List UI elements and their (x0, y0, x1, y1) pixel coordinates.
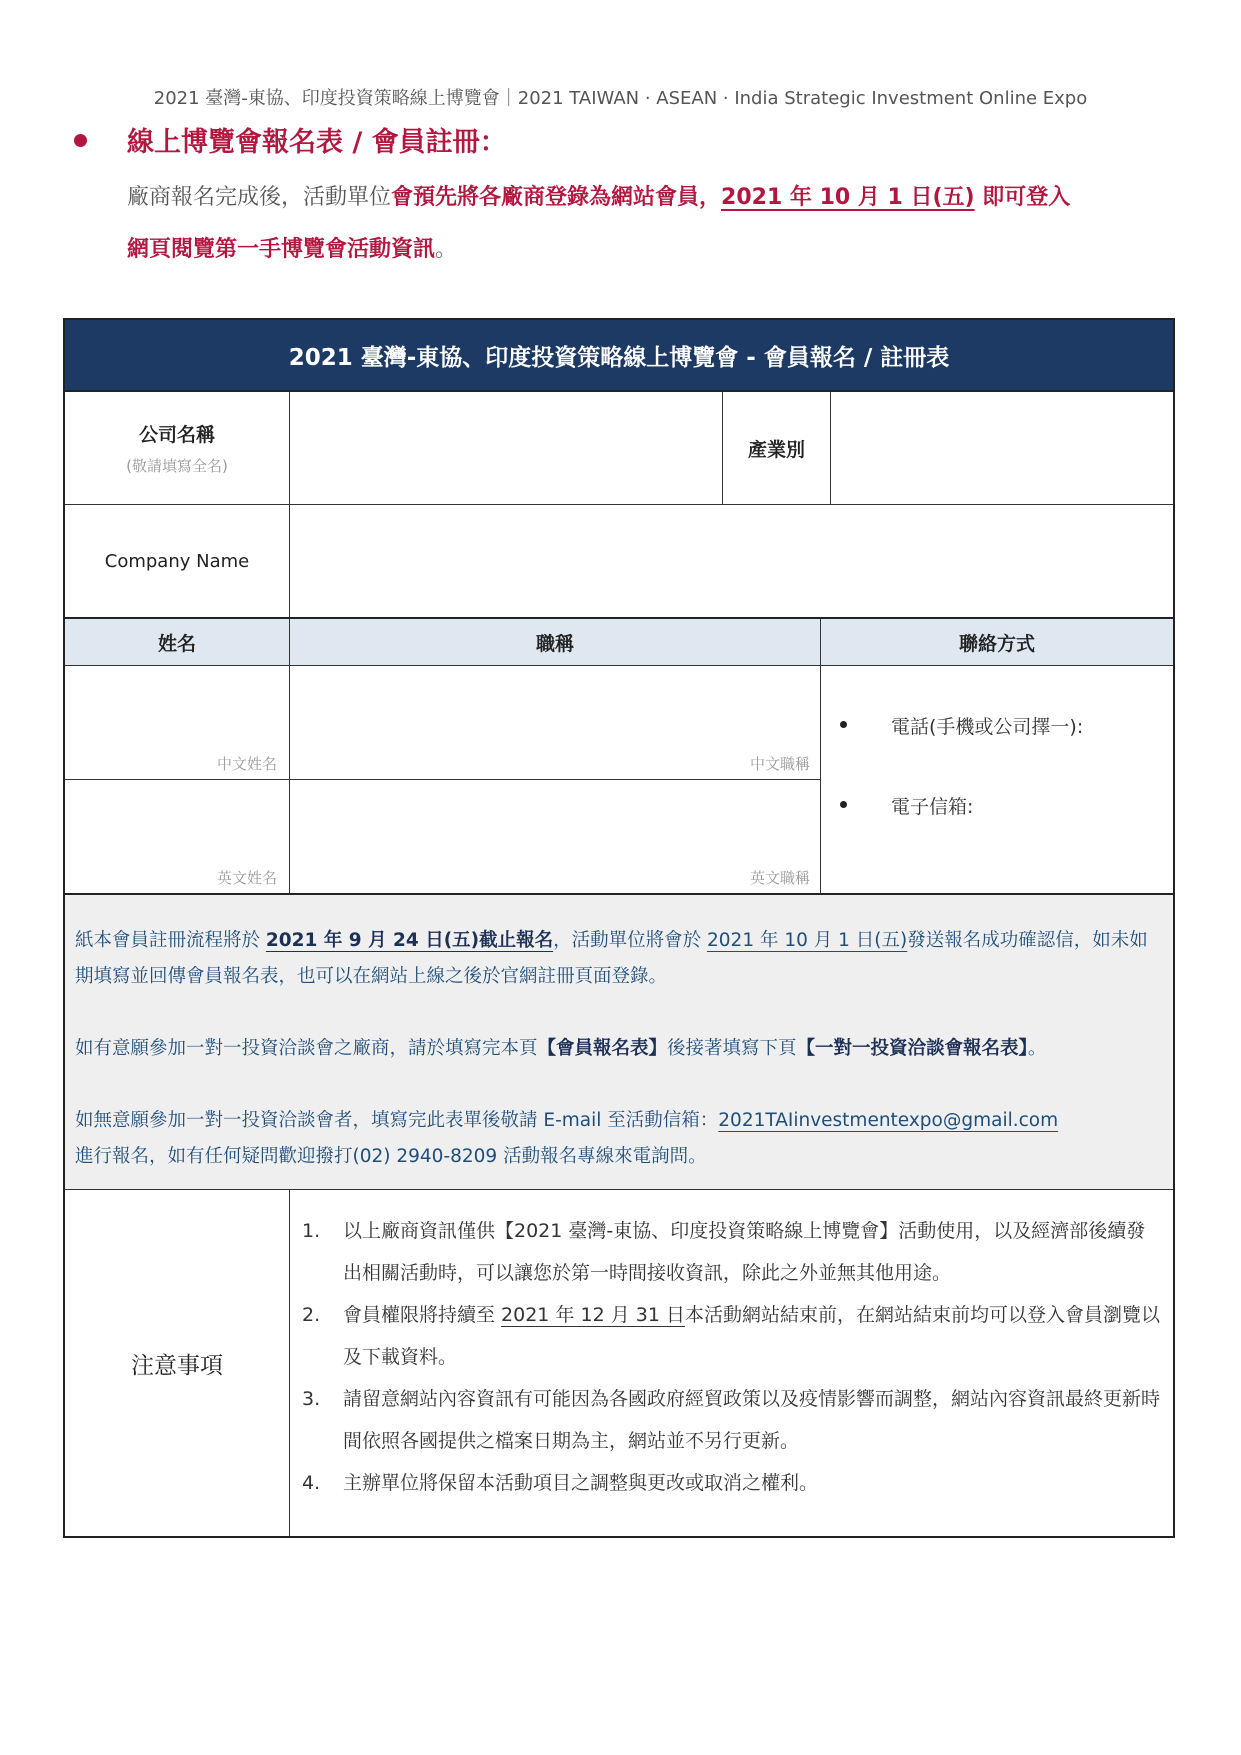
notice-paragraph: 紙本會員註冊流程將於 2021 年 9 月 24 日(五)截止報名，活動單位將會於 2021 年 10 月 1 日(五)發送報名成功確認信，如未如期填寫並回傳會員報名表，也可以在網站上線之後於官網註冊頁面登錄。 (75, 930, 1148, 987)
company-name-hint: (敬請填寫全名) (126, 457, 228, 475)
col-header-name: 姓名 (65, 619, 289, 665)
contact-input[interactable] (821, 666, 1173, 893)
list-item: 4. 主辦單位將保留本活動項目之調整與更改或取消之權利。 (302, 1472, 819, 1494)
notice-block (65, 895, 1173, 1189)
divider (830, 392, 831, 504)
form-title: 2021 臺灣-東協、印度投資策略線上博覽會 - 會員報名 / 註冊表 (65, 320, 1173, 392)
contact-phone: 電話(手機或公司擇一): (840, 712, 1083, 739)
divider (65, 779, 820, 780)
list-item: 3. 請留意網站內容資訊有可能因為各國政府經貿政策以及疫情影響而調整，網站內容資訊最終更新時間依照各國提供之檔案日期為主，網站並不另行更新。 (302, 1388, 1161, 1452)
divider (65, 617, 1173, 619)
divider (289, 1190, 290, 1536)
contact-email: 電子信箱: (840, 792, 973, 819)
notice-paragraph: 如有意願參加一對一投資洽談會之廠商，請於填寫完本頁【會員報名表】後接著填寫下頁【一對一投資洽談會報名表】。 (75, 1038, 1047, 1059)
notice-paragraph: 如無意願參加一對一投資洽談會者，填寫完此表單後敬請 E-mail 至活動信箱：2021TAIinvestmentexpo@gmail.com 進行報名，如有任何疑問歡迎撥打(02) 2940-8209 活動報名專線來電詢問。 (75, 1110, 1059, 1167)
col-header-title: 職稱 (290, 619, 820, 665)
notes-list (302, 1210, 1164, 1504)
contact-email-link[interactable]: 2021TAIinvestmentexpo@gmail.com (718, 1110, 1059, 1131)
notes-label: 注意事項 (131, 1353, 223, 1379)
hint-name-zh: 中文姓名 (216, 755, 277, 773)
company-name-label: 公司名稱 (敬請填寫全名) (126, 424, 228, 475)
bullet-icon (840, 721, 847, 728)
section-title: 線上博覽會報名表 / 會員註冊： (74, 120, 507, 159)
bullet-icon (840, 801, 847, 808)
hint-title-zh: 中文職稱 (749, 755, 810, 773)
hint-name-en: 英文姓名 (216, 869, 277, 887)
company-name-en-input[interactable] (290, 505, 1173, 617)
divider (820, 619, 821, 893)
col-header-contact: 聯絡方式 (821, 619, 1173, 665)
list-item: 1. 以上廠商資訊僅供【2021 臺灣-東協、印度投資策略線上博覽會】活動使用，以及經濟部後續發出相關活動時，可以讓您於第一時間接收資訊，除此之外並無其他用途。 (302, 1220, 1146, 1284)
industry-label: 產業別 (747, 438, 805, 461)
divider (65, 504, 1173, 505)
divider (722, 392, 723, 504)
list-item: 2. 會員權限將持續至 2021 年 12 月 31 日本活動網站結束前，在網站結束前均可以登入會員瀏覽以及下載資料。 (302, 1304, 1160, 1368)
divider (65, 665, 1173, 666)
hint-title-en: 英文職稱 (749, 869, 810, 887)
industry-input[interactable] (831, 392, 1173, 504)
company-name-input[interactable] (290, 392, 722, 504)
intro-paragraph: 廠商報名完成後，活動單位會預先將各廠商登錄為網站會員，2021 年 10 月 1 日(五) 即可登入 網頁閱覽第一手博覽會活動資訊。 (127, 185, 1071, 262)
title-zh-input[interactable] (290, 666, 820, 779)
company-name-en-label: Company Name (104, 550, 250, 572)
divider (289, 619, 290, 893)
bullet-icon (74, 134, 87, 147)
page-header: 2021 臺灣-東協、印度投資策略線上博覽會｜2021 TAIWAN · ASEAN · India Strategic Investment Online Expo (153, 88, 1088, 109)
intro-date: 2021 年 10 月 1 日(五) (721, 185, 975, 210)
divider (65, 1189, 1173, 1190)
title-en-input[interactable] (290, 780, 820, 893)
registration-form (63, 318, 1175, 1538)
